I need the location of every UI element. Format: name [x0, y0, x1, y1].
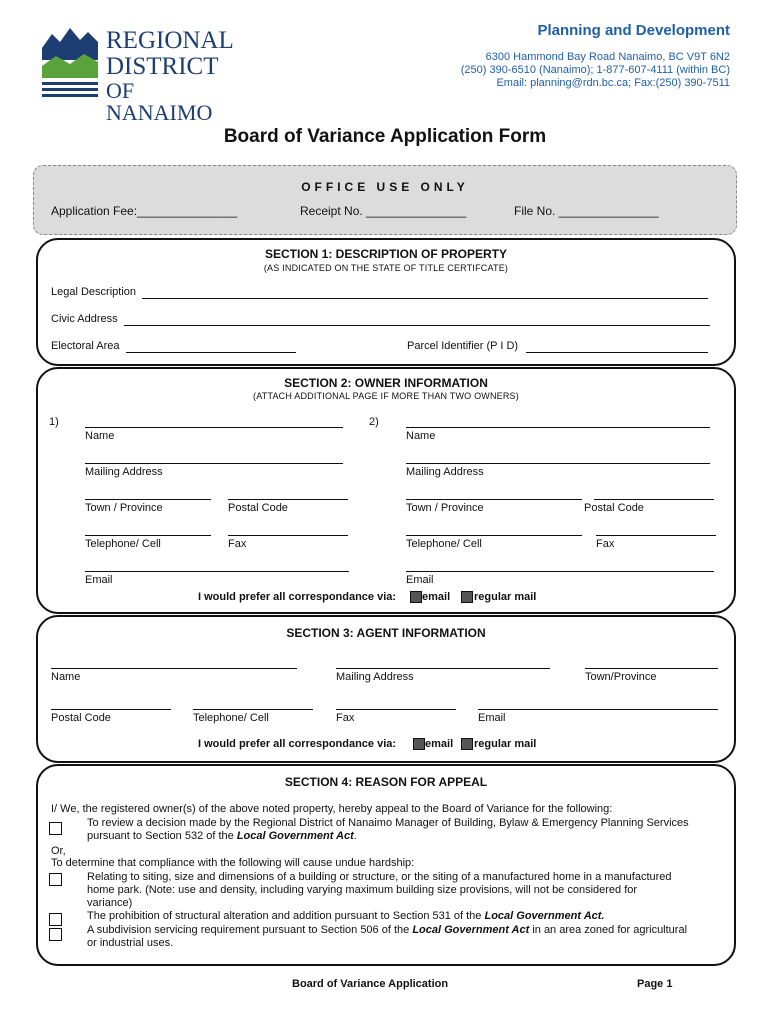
legal-description-field[interactable] [142, 298, 708, 299]
agent-name-label: Name [51, 671, 81, 683]
owner-1-postal-label: Postal Code [228, 502, 288, 514]
civic-address-field[interactable] [124, 325, 710, 326]
address-line: 6300 Hammond Bay Road Nanaimo, BC V9T 6N2 [485, 51, 730, 63]
or-label: Or, [51, 845, 66, 857]
owner-2-town-field[interactable] [406, 499, 582, 500]
subdivision-servicing-text-2: or industrial uses. [87, 937, 174, 949]
mountain-logo-icon [42, 26, 98, 100]
owner-2-fax-label: Fax [596, 538, 615, 550]
owner-1-tel-field[interactable] [85, 535, 211, 536]
pid-label: Parcel Identifier (P I D) [407, 340, 519, 352]
owner-2-town-label: Town / Province [406, 502, 484, 514]
review-decision-text-2: pursuant to Section 532 of the Local Government Act. [87, 830, 357, 842]
owner-2-tel-field[interactable] [406, 535, 582, 536]
structural-alteration-checkbox[interactable] [49, 913, 62, 926]
agent-tel-label: Telephone/ Cell [193, 712, 269, 724]
application-fee-field[interactable]: Application Fee:_______________ [51, 204, 238, 218]
local-government-act-ref: Local Government Act [412, 924, 530, 936]
agent-mailing-field[interactable] [336, 668, 550, 669]
owner-1-number: 1) [49, 416, 59, 428]
owner-1-name-label: Name [85, 430, 115, 442]
agent-email-label: Email [478, 712, 506, 724]
owner-2-number: 2) [369, 416, 379, 428]
agent-mailing-label: Mailing Address [336, 671, 414, 683]
phone-line: (250) 390-6510 (Nanaimo); 1-877-607-4111 (within BC) [460, 64, 730, 76]
section-1-subtitle: (AS INDICATED ON THE STATE OF TITLE CERTIFCATE) [263, 263, 509, 273]
footer-title: Board of Variance Application [292, 978, 449, 990]
siting-size-text-1: Relating to siting, size and dimensions of a building or structure, or the siting of a manufactured home in a manufactured [87, 871, 672, 883]
owner-2-email-label: Email [406, 574, 434, 586]
agent-correspondence-prompt: I would prefer all correspondance via: [198, 738, 397, 750]
section-3-title: SECTION 3: AGENT INFORMATION [286, 626, 486, 640]
siting-size-checkbox[interactable] [49, 873, 62, 886]
page-number: Page 1 [637, 978, 673, 990]
section-4-title: SECTION 4: REASON FOR APPEAL [284, 775, 488, 789]
owner-mail-option: regular mail [474, 591, 537, 603]
owner-1-postal-field[interactable] [228, 499, 348, 500]
agent-postal-field[interactable] [51, 709, 171, 710]
agent-mail-option: regular mail [474, 738, 537, 750]
owner-1-email-field[interactable] [85, 571, 349, 572]
agent-tel-field[interactable] [193, 709, 313, 710]
owner-2-postal-field[interactable] [594, 499, 714, 500]
agent-mail-checkbox[interactable] [461, 738, 473, 750]
section-1-title: SECTION 1: DESCRIPTION OF PROPERTY [264, 247, 508, 261]
subdivision-servicing-checkbox[interactable] [49, 928, 62, 941]
agent-name-field[interactable] [51, 668, 297, 669]
email-line: Email: planning@rdn.bc.ca; Fax:(250) 390-7511 [496, 77, 730, 89]
office-use-box [33, 165, 737, 235]
owner-1-fax-field[interactable] [228, 535, 348, 536]
owner-1-town-field[interactable] [85, 499, 211, 500]
agent-postal-label: Postal Code [51, 712, 111, 724]
logo-line-2: DISTRICT [106, 53, 219, 80]
agent-town-label: Town/Province [585, 671, 657, 683]
logo-line-3: OF NANAIMO [106, 78, 213, 125]
structural-alteration-text: The prohibition of structural alteration and addition pursuant to Section 531 of the Local Government Act. [87, 910, 605, 922]
owner-email-checkbox[interactable] [410, 591, 422, 603]
legal-description-label: Legal Description [51, 286, 136, 298]
form-title: Board of Variance Application Form [223, 126, 547, 147]
agent-email-option: email [425, 738, 454, 750]
pid-field[interactable] [526, 352, 708, 353]
section-2-subtitle: (ATTACH ADDITIONAL PAGE IF MORE THAN TWO OWNERS) [253, 391, 519, 401]
civic-address-label: Civic Address [51, 313, 118, 325]
owner-2-tel-label: Telephone/ Cell [406, 538, 482, 550]
owner-email-option: email [422, 591, 451, 603]
review-decision-text-1: To review a decision made by the Regional District of Nanaimo Manager of Building, Bylaw & Emergency Planning Services [87, 817, 689, 829]
appeal-intro: I/ We, the registered owner(s) of the above noted property, hereby appeal to the Board of Variance for the following: [51, 803, 613, 815]
section-2-title: SECTION 2: OWNER INFORMATION [284, 376, 488, 390]
logo-line-1: REGIONAL [106, 27, 234, 54]
subdivision-servicing-text-1: A subdivision servicing requirement pursuant to Section 506 of the Local Government Act in an area zoned for agricultural [87, 924, 688, 936]
section-1-box [36, 238, 736, 366]
local-government-act-ref: Local Government Act [236, 830, 354, 842]
electoral-area-field[interactable] [126, 352, 296, 353]
owner-2-fax-field[interactable] [596, 535, 716, 536]
undue-hardship-intro: To determine that compliance with the following will cause undue hardship: [51, 857, 415, 869]
owner-2-mailing-field[interactable] [406, 463, 710, 464]
receipt-no-field[interactable]: Receipt No. _______________ [300, 204, 467, 218]
agent-fax-label: Fax [336, 712, 355, 724]
electoral-area-label: Electoral Area [51, 340, 120, 352]
local-government-act-ref: Local Government Act. [484, 910, 605, 922]
owner-2-name-label: Name [406, 430, 436, 442]
review-decision-checkbox[interactable] [49, 822, 62, 835]
owner-2-mailing-label: Mailing Address [406, 466, 484, 478]
owner-2-email-field[interactable] [406, 571, 714, 572]
office-use-title: OFFICE USE ONLY [301, 180, 469, 194]
owner-1-email-label: Email [85, 574, 113, 586]
section-3-box [36, 615, 736, 763]
owner-1-fax-label: Fax [228, 538, 247, 550]
agent-fax-field[interactable] [336, 709, 456, 710]
agent-town-field[interactable] [585, 668, 718, 669]
owner-1-town-label: Town / Province [85, 502, 163, 514]
owner-correspondence-prompt: I would prefer all correspondance via: [198, 591, 397, 603]
file-no-field[interactable]: File No. _______________ [514, 204, 659, 218]
rdn-logo [42, 26, 234, 125]
agent-email-checkbox[interactable] [413, 738, 425, 750]
owner-2-postal-label: Postal Code [584, 502, 644, 514]
agent-email-field[interactable] [478, 709, 718, 710]
owner-1-mailing-label: Mailing Address [85, 466, 163, 478]
owner-1-tel-label: Telephone/ Cell [85, 538, 161, 550]
siting-size-text-3: variance) [87, 897, 133, 909]
owner-mail-checkbox[interactable] [461, 591, 473, 603]
owner-1-name-field[interactable] [85, 427, 343, 428]
section-2-box [36, 367, 736, 614]
owner-1-mailing-field[interactable] [85, 463, 343, 464]
department-title: Planning and Development [537, 22, 730, 39]
owner-2-name-field[interactable] [406, 427, 710, 428]
siting-size-text-2: home park. (Note: use and density, including varying maximum building size provisions, will not be considered for [87, 884, 638, 896]
section-4-box [36, 764, 736, 966]
